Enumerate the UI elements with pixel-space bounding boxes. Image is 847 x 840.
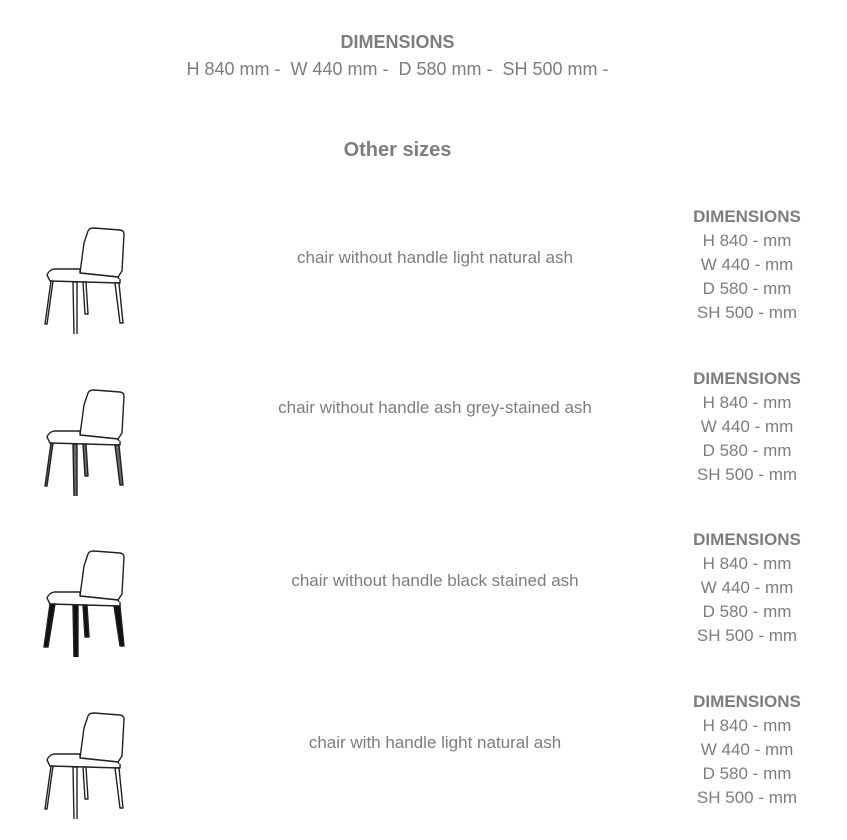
variant-height: H 840 - mm	[702, 716, 792, 735]
dimensions-values: H 840 mm - W 440 mm - D 580 mm - SH 500 mm -	[186, 59, 609, 79]
variant-depth: D 580 - mm	[702, 441, 792, 460]
variant-seat-height: SH 500 - mm	[696, 788, 798, 807]
variant-seat-height: SH 500 - mm	[696, 626, 798, 645]
variant-item[interactable]	[0, 528, 847, 668]
variant-dimensions-title: DIMENSIONS	[693, 207, 801, 226]
chair-icon	[40, 542, 130, 657]
variant-dimensions	[672, 690, 822, 810]
chair-icon	[40, 219, 130, 334]
variant-depth: D 580 - mm	[702, 279, 792, 298]
variant-height: H 840 - mm	[702, 393, 792, 412]
variant-item[interactable]	[0, 367, 847, 507]
variant-width: W 440 - mm	[700, 417, 794, 436]
variant-name: chair without handle light natural ash	[297, 248, 573, 267]
chair-icon	[40, 381, 130, 496]
variant-width: W 440 - mm	[700, 255, 794, 274]
variant-seat-height: SH 500 - mm	[696, 303, 798, 322]
variant-item[interactable]	[0, 690, 847, 830]
chair-icon	[40, 704, 130, 819]
variant-depth: D 580 - mm	[702, 764, 792, 783]
variant-item[interactable]	[0, 205, 847, 345]
variant-name: chair without handle black stained ash	[291, 571, 579, 590]
variant-width: W 440 - mm	[700, 578, 794, 597]
other-sizes-title: Other sizes	[343, 139, 452, 161]
main-dimensions	[0, 30, 795, 81]
variant-dimensions-title: DIMENSIONS	[693, 530, 801, 549]
variant-depth: D 580 - mm	[702, 602, 792, 621]
variant-dimensions	[672, 528, 822, 648]
dimensions-title: DIMENSIONS	[340, 32, 455, 52]
variant-seat-height: SH 500 - mm	[696, 465, 798, 484]
variant-height: H 840 - mm	[702, 231, 792, 250]
variant-dimensions-title: DIMENSIONS	[693, 369, 801, 388]
variant-dimensions	[672, 205, 822, 325]
variant-height: H 840 - mm	[702, 554, 792, 573]
variant-dimensions-title: DIMENSIONS	[693, 692, 801, 711]
variant-dimensions	[672, 367, 822, 487]
variant-name: chair without handle ash grey-stained ash	[278, 398, 592, 417]
variant-width: W 440 - mm	[700, 740, 794, 759]
variant-name: chair with handle light natural ash	[308, 733, 562, 752]
